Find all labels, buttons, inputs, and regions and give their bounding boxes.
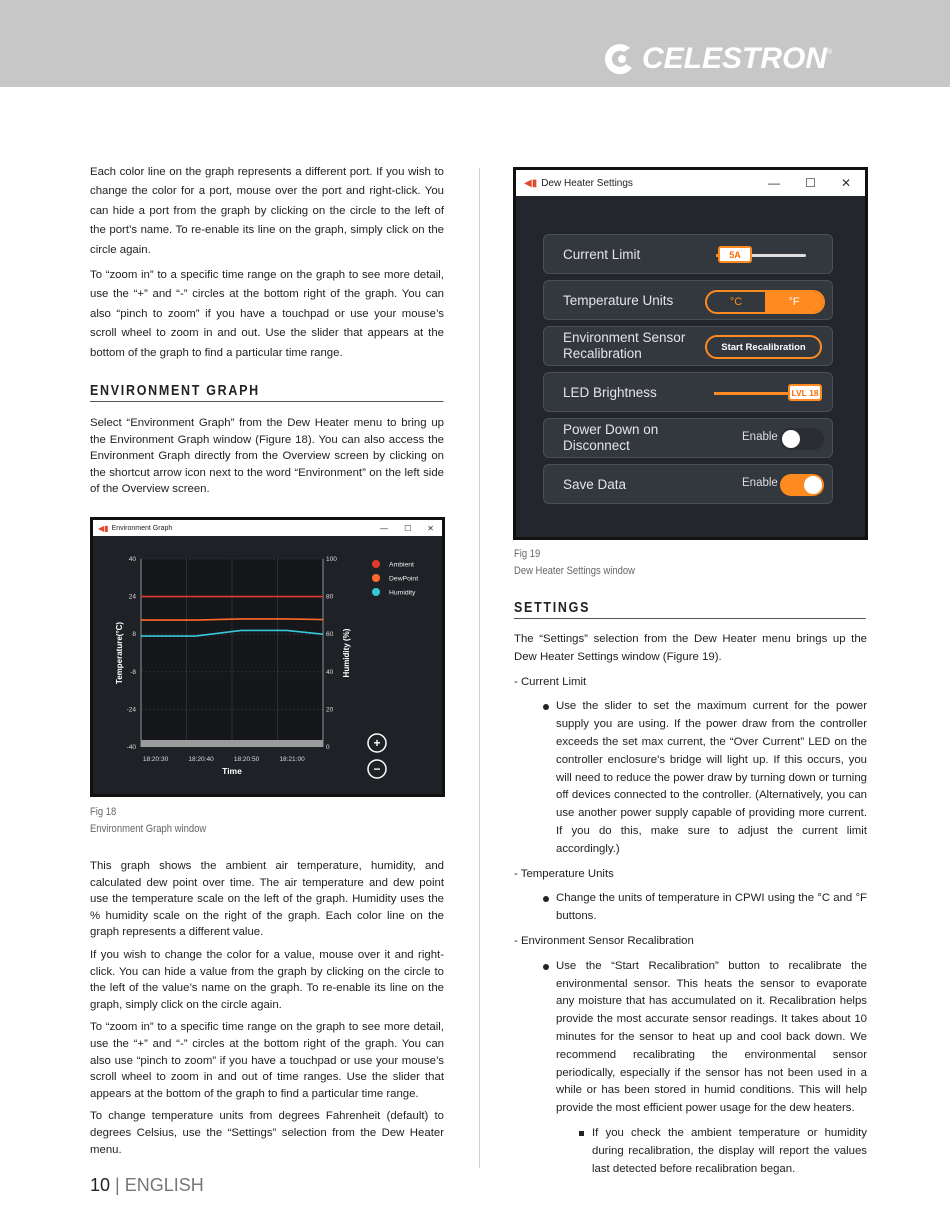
paragraph: Select “Environment Graph” from the Dew Heater menu to bring up the Environment Graph window (Figure 18). You can also access the Environment Graph directly from the Overview screen by clicking on the shortcut arrow icon next to the word “Environment” on the left side of the Overview screen. [90, 417, 444, 496]
y-tick-label: 40 [128, 556, 136, 563]
paragraph: Each color line on the graph represents a different port. If you wish to change the color for a port, mouse over the port and right-click. You can hide a port from the graph by clicking on the circle to the left of the port’s name. To re-enable its line on the graph, simply click on the circle again. [90, 166, 444, 256]
toggle-knob [804, 476, 822, 494]
page-footer [90, 1175, 204, 1196]
setting-row-save-data [543, 464, 833, 504]
environment-chart [93, 536, 442, 794]
x-axis-label: Time [222, 766, 242, 776]
led-brightness-handle[interactable]: LVL 18 [788, 384, 822, 401]
led-brightness-fill [714, 392, 795, 395]
time-range-slider [141, 740, 323, 747]
setting-row-current-limit [543, 234, 833, 274]
setting-label: Save Data [563, 476, 627, 492]
y2-tick-label: 100 [326, 556, 337, 563]
plus-icon: + [373, 736, 381, 750]
x-tick-label: 18:20:40 [188, 756, 214, 763]
right-column [514, 546, 867, 1178]
setting-item-title: - Current Limit [514, 675, 587, 688]
x-tick-label: 18:20:30 [142, 756, 169, 763]
label-line: Environment Sensor [563, 330, 686, 345]
fahrenheit-button[interactable]: °F [765, 292, 823, 312]
graph-window-title: Environment Graph [111, 524, 173, 532]
celestron-swoosh-icon [600, 40, 638, 78]
y2-tick-label: 80 [326, 593, 334, 601]
setting-item-title: - Temperature Units [514, 867, 614, 880]
paragraph: This graph shows the ambient air temperature, humidity, and calculated dew point over time. The air temperature and dew point use the temperature scale on the left of the graph. Humidity uses the % humidity scale on the right of the graph. Each color line on the graph represents a different value. [90, 860, 444, 939]
minimize-icon[interactable]: — [768, 176, 781, 190]
setting-row-temperature-units [543, 280, 833, 320]
page-header [0, 0, 950, 87]
legend-label: Humidity [389, 589, 416, 597]
app-icon: ◀▮ [98, 523, 109, 533]
y2-tick-label: 40 [326, 668, 334, 676]
save-data-toggle[interactable] [780, 474, 824, 496]
paragraph: The “Settings” selection from the Dew Heater menu brings up the Dew Heater Settings window (Figure 19). [514, 633, 867, 663]
left-column-bottom [90, 804, 444, 1164]
page-number: 10 [90, 1175, 111, 1195]
settings-window-title: Dew Heater Settings [541, 177, 633, 189]
y2-axis-label: Humidity (%) [342, 628, 351, 678]
sub-bullet-item: If you check the ambient temperature or humidity during recalibration, the display will report the values last detected before recalibration began. [514, 1125, 867, 1178]
logo-text: CELESTRON [642, 42, 828, 75]
celestron-logo [600, 40, 840, 78]
bullet-item: Use the slider to set the maximum current for the power supply you are using. If the power draw from the controller exceeds the set max current, the “Over Current” LED on the controller enclosure’s bridge will light up. If this occurs, you will need to reduce the power draw by turning down or turning off devices connected to the controller. (Alternatively, you can use another power supply capable of providing more current. If you do this, make sure to adjust the current limit accordingly.) [514, 698, 867, 858]
setting-label: Current Limit [563, 246, 641, 262]
power-down-toggle[interactable] [780, 428, 824, 450]
app-icon: ◀▮ [524, 177, 538, 189]
footer-language: ENGLISH [124, 1175, 204, 1195]
setting-row-power-down [543, 418, 833, 458]
figure-number: Fig 18 [90, 806, 117, 818]
setting-row-sensor-recalibration [543, 326, 833, 366]
settings-window-titlebar [516, 170, 865, 196]
figure-number: Fig 19 [514, 548, 541, 560]
y-tick-label: 8 [132, 631, 136, 639]
section-heading-settings: SETTINGS [514, 600, 866, 619]
y2-tick-label: 0 [326, 744, 330, 751]
close-icon[interactable]: ✕ [840, 176, 851, 190]
figure-caption: Environment Graph window [90, 823, 207, 835]
environment-graph-window [90, 517, 445, 797]
current-limit-handle[interactable]: 5A [718, 246, 752, 263]
footer-separator: | [110, 1175, 125, 1195]
y-tick-label: -40 [126, 744, 136, 751]
figure-caption: Dew Heater Settings window [514, 565, 635, 577]
y-tick-label: -24 [126, 706, 136, 714]
setting-item-title: - Environment Sensor Recalibration [514, 934, 694, 947]
y2-tick-label: 60 [326, 631, 334, 639]
legend-dot-dewpoint [372, 574, 380, 582]
toggle-label: Enable [742, 477, 778, 489]
left-column-top [90, 163, 444, 504]
paragraph: If you wish to change the color for a value, mouse over it and right-click. You can hide a value from the graph by clicking on the circle to the left of the value’s name on the graph. To re-enable its line on the graph, simply click on the circle again. [90, 948, 444, 1011]
setting-label [563, 422, 658, 454]
paragraph: To “zoom in” to a specific time range on the graph to see more detail, use the “+” and “-” circles at the bottom right of the graph. You can also use “pinch to zoom” if you have a touchpad or use your mouse’s scroll wheel to zoom in and out of time ranges. Use the slider that appears at the bottom of the graph to find a particular time range. [90, 1021, 444, 1100]
celsius-button[interactable]: °C [729, 296, 743, 308]
y-axis-label: Temperature(°C) [115, 621, 124, 685]
paragraph: To “zoom in” to a specific time range on the graph to see more detail, use the “+” and “-” circles at the bottom right of the graph. You can also “pinch to zoom” if you have a touchpad or use your mouse’s scroll wheel to zoom in and out. Use the slider that appears at the bottom of the graph to find a particular time range. [90, 269, 444, 359]
minus-icon: − [373, 762, 381, 776]
maximize-icon[interactable]: ☐ [404, 523, 412, 533]
maximize-icon[interactable]: ☐ [805, 176, 816, 190]
setting-label: Temperature Units [563, 292, 674, 308]
paragraph: To change temperature units from degrees Fahrenheit (default) to degrees Celsius, use the “Settings” selection from the Dew Heater menu. [90, 1110, 444, 1156]
temperature-units-toggle [705, 290, 825, 314]
close-icon[interactable]: ✕ [427, 523, 434, 533]
label-line: Disconnect [563, 438, 630, 453]
label-line: Recalibration [563, 346, 642, 361]
column-divider [479, 168, 480, 1168]
toggle-knob [782, 430, 800, 448]
legend-dot-ambient [372, 560, 380, 568]
graph-window-titlebar [93, 520, 442, 536]
y-tick-label: -8 [130, 668, 136, 676]
dew-heater-settings-window [513, 167, 868, 540]
x-tick-label: 18:20:50 [233, 756, 260, 763]
label-line: Power Down on [563, 422, 659, 437]
y2-tick-label: 20 [326, 706, 334, 714]
minimize-icon[interactable]: — [380, 523, 389, 533]
section-heading-environment-graph: ENVIRONMENT GRAPH [90, 383, 443, 402]
x-tick-label: 18:21:00 [279, 756, 305, 763]
bullet-item: Change the units of temperature in CPWI using the °C and °F buttons. [514, 890, 867, 926]
start-recalibration-button[interactable]: Start Recalibration [705, 335, 822, 359]
registered-mark: ® [827, 48, 833, 56]
setting-row-led-brightness [543, 372, 833, 412]
setting-label [563, 330, 685, 362]
toggle-label: Enable [742, 431, 778, 443]
bullet-item: Use the “Start Recalibration” button to recalibrate the environmental sensor. This heats the sensor to evaporate any moisture that has accumulated on it. Recalibration helps provide the most accurate sensor readings. It takes about 10 minutes for the sensor to heat up and cool back down. We recommend recalibrating the environmental sensor periodically, especially if the sensor has not been used in a while or has been stored in humid conditions. This will help provide the most efficient power usage for the dew heaters. [514, 958, 867, 1118]
legend-label: DewPoint [389, 575, 419, 583]
legend-dot-humidity [372, 588, 380, 596]
y-tick-label: 24 [128, 593, 136, 601]
legend-label: Ambient [389, 561, 414, 569]
setting-label: LED Brightness [563, 384, 657, 400]
